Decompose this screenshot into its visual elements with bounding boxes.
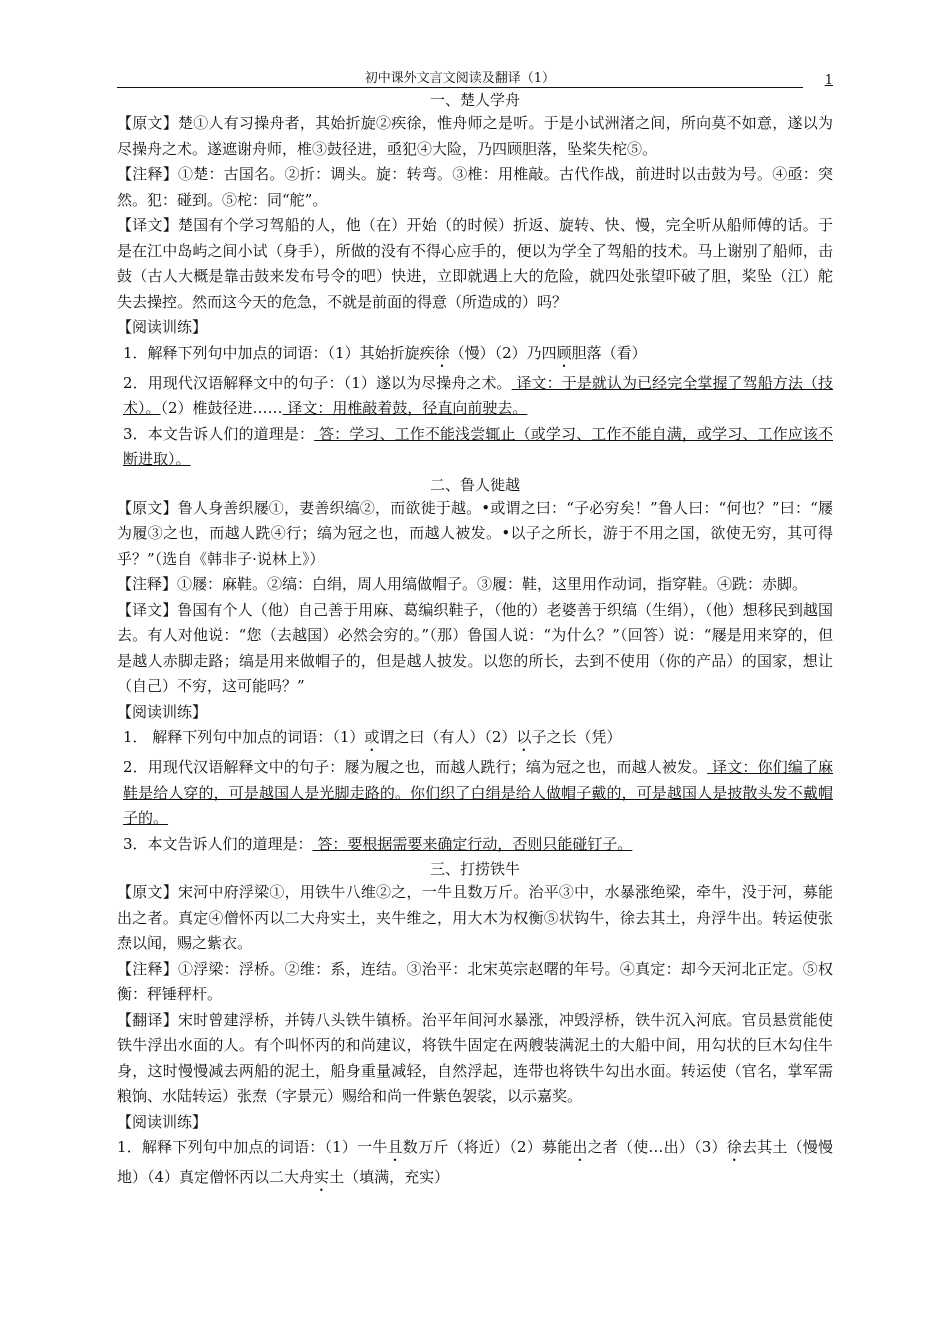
translation: 【译文】鲁国有个人（他）自己善于用麻、葛编织鞋子，（他的）老婆善于织缟（生绢），（他）想移民到越国去。有人对他说：“您（去越国）必然会穷的。”（那）鲁国人说：“为什么？”（回答）说：“屦是用来穿的，但是越人赤脚走路；缟是用来做帽子的，但是越人披发。以您的所长，去到不使用（你的产品）的国家，想让（自己）不穷，这可能吗？”: [117, 600, 833, 695]
question-3: 3．本文告诉人们的道理是： 答：学习、工作不能浅尝辄止（或学习、工作不能自满，或学习、工作应该不断进取）。: [123, 424, 833, 468]
annotation: 【注释】①浮梁：浮桥。②维：系，连结。③治平：北宋英宗赵曙的年号。④真定：却今天河北正定。⑤权衡：秤锤秤杆。: [117, 959, 833, 1003]
page-header: [117, 70, 833, 88]
original-text: 【原文】宋河中府浮梁①，用铁牛八维②之，一牛且数万斤。治平③中，水暴涨绝梁，牵牛，没于河，募能出之者。真定④僧怀丙以二大舟实土，夹牛维之，用大木为权衡⑤状钩牛，徐去其土，舟浮牛出。转运使张焘以闻，赐之紫衣。: [117, 883, 833, 952]
question-2: 2．用现代汉语解释文中的句子：屦为履之也，而越人跣行；缟为冠之也，而越人被发。 译文：你们编了麻鞋是给人穿的，可是越国人是光脚走路的。你们织了白绢是给人做帽子戴的，可是越国人是披散头发不戴帽子的。: [123, 758, 833, 827]
annotation: 【注释】①屦：麻鞋。②缟：白绢，周人用缟做帽子。③履：鞋，这里用作动词，指穿鞋。④跣：赤脚。: [117, 575, 808, 593]
question-3: 3．本文告诉人们的道理是： 答：要根据需要来确定行动，否则只能碰钉子。: [123, 834, 633, 853]
section-title: 一、楚人学舟: [429, 91, 520, 109]
translation: 【译文】楚国有个学习驾船的人，他（在）开始（的时候）折返、旋转、快、慢，完全听从船师傅的话。于是在江中岛屿之间小试（身手），所做的没有不得心应手的，便以为学全了驾船的技术。马上谢别了船师，击鼓（古人大概是靠击鼓来发布号令的吧）快进，立即就遇上大的危险，就四处张望吓破了胆，桨坠（江）舵失去操控。然而这今天的危急，不就是前面的得意（所造成的）吗？: [117, 216, 833, 311]
original-text: 【原文】鲁人身善织屦①，妻善织缟②，而欲徙于越。•或谓之曰：“子必穷矣！”鲁人曰：“何也？”曰：“屦为履③之也，而越人跣④行；缟为冠之也，而越人被发。•以子之所长，游于不用之国，欲使无穷，其可得乎？”（选自《韩非子·说林上》）: [117, 498, 833, 568]
question-1: 1． 解释下列句中加点的词语：（1）或谓之曰（有人）（2）以子之长（凭）: [123, 728, 622, 746]
original-text: 【原文】楚①人有习操舟者，其始折旋②疾徐，惟舟师之是听。于是小试洲渚之间，所向莫不如意，遂以为尽操舟之术。遂遮谢舟师，椎③鼓径进，亟犯④大险，乃四顾胆落，坠桨失柁⑤。: [117, 114, 833, 158]
question-1: 1．解释下列句中加点的词语：（1）其始折旋疾徐（慢）（2）乃四顾胆落（看）: [123, 343, 647, 362]
page-number: 1: [824, 73, 833, 88]
header-title: 初中课外文言文阅读及翻译（1）: [117, 67, 803, 88]
question-1: 1．解释下列句中加点的词语：（1）一牛且数万斤（将近）（2）募能出之者（使…出）（3）徐去其土（慢慢地）（4）真定僧怀丙以二大舟实土（填满，充实）: [117, 1138, 833, 1186]
section-title: 三、打捞铁牛: [429, 860, 520, 878]
section-title: 二、鲁人徙越: [429, 475, 520, 494]
question-2: 2．用现代汉语解释文中的句子：（1）遂以为尽操舟之术。 译文：于是就认为已经完全掌握了驾船方法（技术）。（2）椎鼓径进…… 译文：用椎敲着鼓，径直向前驶去。: [123, 373, 833, 417]
reading-training-label: 【阅读训练】: [117, 318, 208, 336]
reading-training-label: 【阅读训练】: [117, 1112, 208, 1131]
reading-training-label: 【阅读训练】: [117, 702, 208, 721]
translation: 【翻译】宋时曾建浮桥，并铸八头铁牛镇桥。治平年间河水暴涨，冲毁浮桥，铁牛沉入河底。官员悬赏能使铁牛浮出水面的人。有个叫怀丙的和尚建议，将铁牛固定在两艘装满泥土的大船中间，用勾状的巨木勾住牛身，这时慢慢减去两船的泥土，船身重量减轻，自然浮起，连带也将铁牛勾出水面。转运使（官名，掌军需粮饷、水陆转运）张焘（字景元）赐给和尚一件紫色袈裟，以示嘉奖。: [117, 1010, 833, 1105]
document-page: [117, 70, 833, 1195]
annotation: 【注释】①楚：古国名。②折：调头。旋：转弯。③椎：用椎敲。古代作战，前进时以击鼓为号。④亟：突然。犯：碰到。⑤柁：同“舵”。: [117, 165, 833, 209]
